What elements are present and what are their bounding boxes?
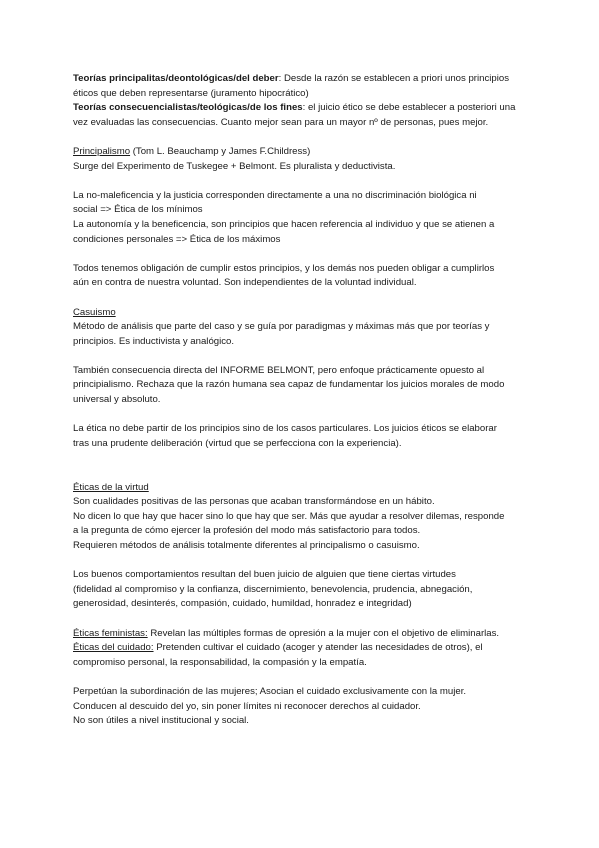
heading-care-ethics: Éticas del cuidado: (73, 642, 154, 654)
paragraph-casuism (73, 306, 535, 350)
text-span: : el juicio ético se debe establecer a posteriori una (302, 102, 516, 114)
text-line: Conducen al descuido del yo, sin poner límites ni reconocer derechos al cuidador. (73, 700, 421, 712)
text-line: También consecuencia directa del INFORME BELMONT, pero enfoque prácticamente opuesto al (73, 364, 485, 376)
paragraph-virtue-ethics (73, 481, 535, 554)
text-line: aún en contra de nuestra voluntad. Son independientes de la voluntad individual. (73, 277, 417, 289)
paragraph-obligation (73, 262, 535, 291)
heading-virtue-ethics: Éticas de la virtud (73, 481, 149, 493)
text-line: Perpetúan la subordinación de las mujeres; Asocian el cuidado exclusivamente con la mujer. (73, 685, 467, 697)
heading-casuism: Casuismo (73, 306, 116, 318)
text-line: (fidelidad al compromiso y la confianza, discernimiento, benevolencia, prudencia, abnegación, (73, 583, 473, 595)
text-line: La ética no debe partir de los principios sino de los casos particulares. Los juicios éticos se elaborar (73, 423, 497, 435)
text-line: Surge del Experimento de Tuskegee + Belmont. Es pluralista y deductivista. (73, 160, 396, 172)
text-line: Los buenos comportamientos resultan del buen juicio de alguien que tiene ciertas virtudes (73, 569, 456, 581)
text-line: Requieren métodos de análisis totalmente diferentes al principalismo o casuismo. (73, 540, 420, 551)
paragraph-criticisms (73, 685, 535, 729)
text-line: vez evaluadas las consecuencias. Cuanto mejor sean para un mayor nº de personas, pues mejor. (73, 116, 489, 128)
text-line: Todos tenemos obligación de cumplir estos principios, y los demás nos pueden obligar a cumplirlos (73, 262, 495, 274)
text-line: universal y absoluto. (73, 394, 161, 406)
paragraph-belmont (73, 364, 535, 408)
heading-principialism: Principalismo (73, 145, 131, 157)
text-span: Pretenden cultivar el cuidado (acoger y atender las necesidades de otros), el (153, 642, 483, 654)
heading-feminist-ethics: Éticas feministas: (73, 627, 148, 639)
text-line: tras una prudente deliberación (virtud que se perfecciona con la experiencia). (73, 437, 402, 449)
text-line: a la pregunta de cómo ejercer la profesión del modo más satisfactorio para todos. (73, 525, 421, 537)
text-line: principialismo. Rechaza que la razón humana sea capaz de fundamentar los juicios morales de modo (73, 379, 505, 391)
text-line: condiciones personales => Ética de los máximos (73, 233, 281, 245)
text-span: (Tom L. Beauchamp y James F.Childress) (130, 145, 311, 157)
paragraph-principialism (73, 145, 535, 174)
document-body (73, 72, 535, 743)
term-consequentialist: Teorías consecuencialistas/teológicas/de los fines (73, 102, 303, 114)
text-line: Son cualidades positivas de las personas que acaban transformándose en un hábito. (73, 496, 435, 508)
paragraph-feminist-ethics (73, 627, 535, 671)
text-line (73, 481, 535, 496)
term-deontological: Teorías principalitas/deontológicas/del deber (73, 73, 279, 84)
text-line: compromiso personal, la responsabilidad, la compasión y la empatía. (73, 656, 367, 668)
paragraph-virtues-list (73, 568, 535, 612)
text-line: La no-maleficencia y la justicia corresponden directamente a una no discriminación biológica ni (73, 189, 477, 201)
text-line (73, 306, 535, 321)
text-line: No son útiles a nivel institucional y social. (73, 715, 249, 727)
text-line (73, 101, 535, 116)
text-span: Revelan las múltiples formas de opresión a la mujer con el objetivo de eliminarlas. (147, 627, 500, 639)
text-line (73, 145, 535, 160)
text-line: principios. Es inductivista y analógico. (73, 335, 235, 347)
text-line: No dicen lo que hay que hacer sino lo que hay que ser. Más que ayudar a resolver dilemas, responde (73, 510, 505, 522)
paragraph-theories (73, 72, 535, 130)
text-line: social => Ética de los mínimos (73, 204, 203, 216)
text-line (73, 641, 535, 656)
text-line: Método de análisis que parte del caso y se guía por paradigmas y máximas más que por teorías y (73, 321, 490, 333)
text-line: éticos que deben representarse (juramento hipocrático) (73, 87, 309, 99)
text-line: generosidad, desinterés, compasión, cuidado, humildad, honradez e integridad) (73, 598, 412, 610)
text-line (73, 627, 535, 642)
text-line: La autonomía y la beneficencia, son principios que hacen referencia al individuo y que se atienen a (73, 218, 495, 230)
text-span: : Desde la razón se establecen a priori unos principios (278, 73, 509, 84)
paragraph-particular-cases (73, 422, 535, 451)
paragraph-minimums-maximums (73, 189, 535, 247)
text-line (73, 72, 535, 87)
